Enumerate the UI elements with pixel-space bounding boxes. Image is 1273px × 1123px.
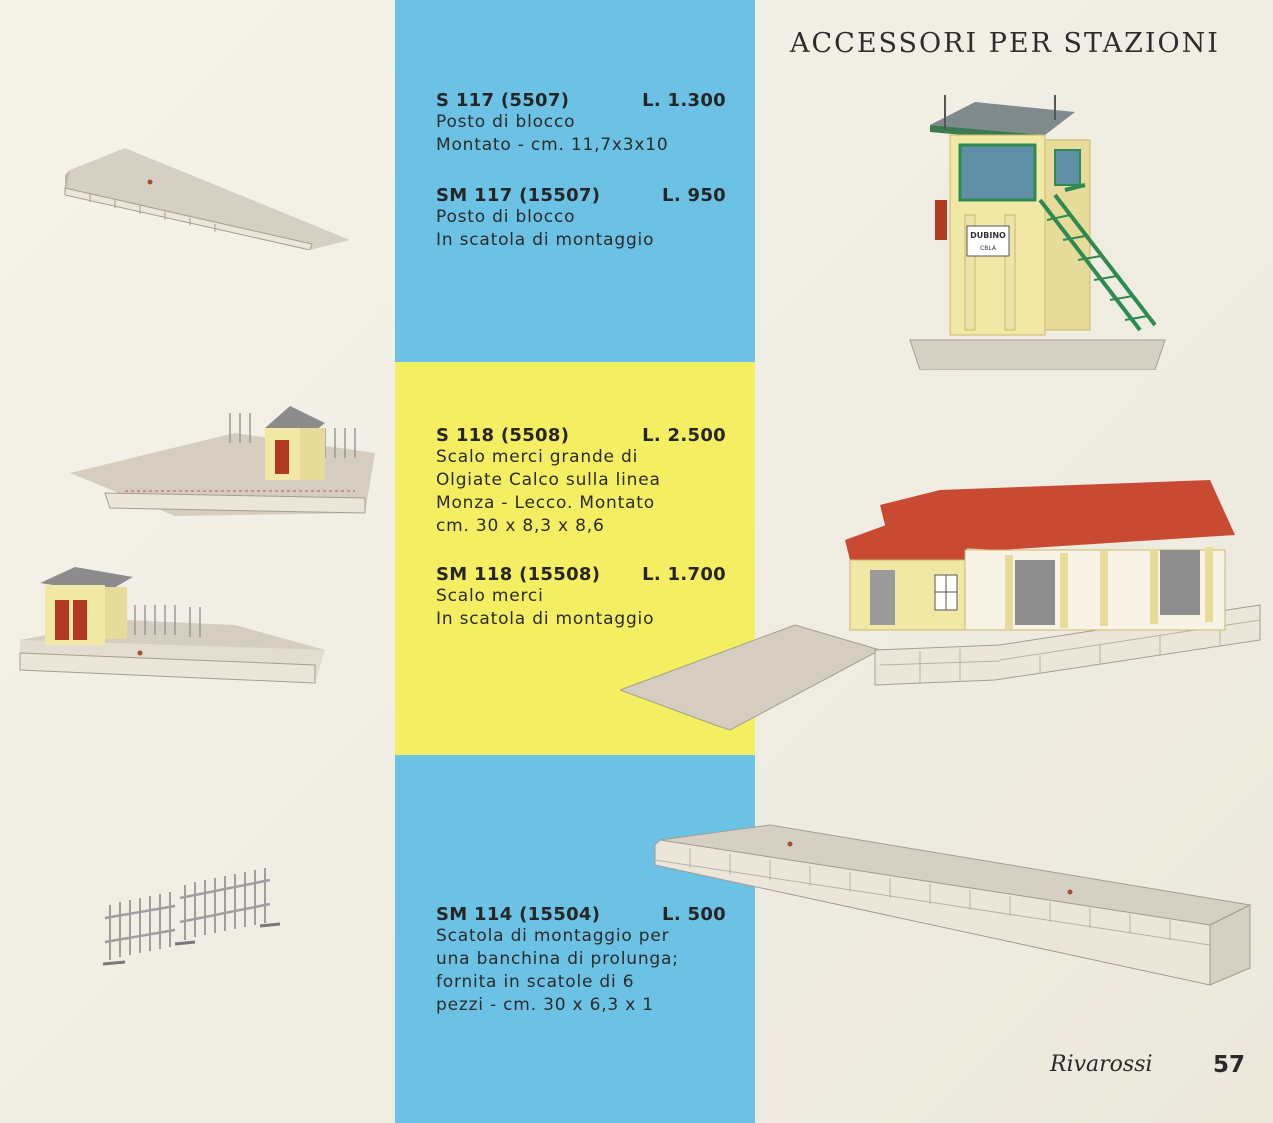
description-line: una banchina di prolunga; (436, 949, 679, 969)
signal-box-sign-subtext: CBLA (980, 245, 996, 252)
product-price: L. 2.500 (642, 425, 726, 446)
blue-band-top (395, 0, 755, 362)
signal-box-illustration (905, 90, 1175, 370)
description-line: Montato - cm. 11,7x3x10 (436, 135, 669, 155)
product-code: SM 117 (15507) (436, 185, 601, 206)
extension-platform-illustration (650, 810, 1255, 990)
product-price: L. 950 (662, 185, 726, 206)
description-line: Olgiate Calco sulla linea (436, 470, 661, 490)
page-title: ACCESSORI PER STAZIONI (790, 28, 1220, 59)
product-entry-s117 (436, 90, 726, 157)
product-code-line (436, 425, 726, 446)
description-line: In scatola di montaggio (436, 230, 655, 250)
platform-with-hut-illustration (65, 398, 385, 528)
product-price: L. 1.700 (642, 564, 726, 585)
description-line: Posto di blocco (436, 112, 576, 132)
product-code-line (436, 90, 726, 111)
product-price: L. 500 (662, 904, 726, 925)
product-code: SM 114 (15504) (436, 904, 601, 925)
description-line: Scalo merci (436, 586, 544, 606)
fence-illustration (95, 860, 285, 970)
product-code: S 118 (5508) (436, 425, 570, 446)
description-line: Monza - Lecco. Montato (436, 493, 655, 513)
platform-with-kiosk-illustration (15, 565, 330, 685)
description-line: cm. 30 x 8,3 x 8,6 (436, 516, 605, 536)
product-description (436, 111, 726, 157)
description-line: In scatola di montaggio (436, 609, 655, 629)
signal-box-sign-text: DUBINO (970, 231, 1006, 240)
description-line: Posto di blocco (436, 207, 576, 227)
product-code: S 117 (5507) (436, 90, 570, 111)
product-code: SM 118 (15508) (436, 564, 601, 585)
description-line: Scatola di montaggio per (436, 926, 670, 946)
product-description (436, 206, 726, 252)
brand-logo: Rivarossi (1050, 1052, 1153, 1077)
product-entry-sm117 (436, 185, 726, 252)
product-code-line (436, 185, 726, 206)
description-line: pezzi - cm. 30 x 6,3 x 1 (436, 995, 654, 1015)
ramp-platform-illustration (30, 140, 360, 250)
product-price: L. 1.300 (642, 90, 726, 111)
goods-station-illustration (620, 475, 1265, 735)
description-line: Scalo merci grande di (436, 447, 639, 467)
page-number: 57 (1213, 1052, 1246, 1078)
description-line: fornita in scatole di 6 (436, 972, 635, 992)
